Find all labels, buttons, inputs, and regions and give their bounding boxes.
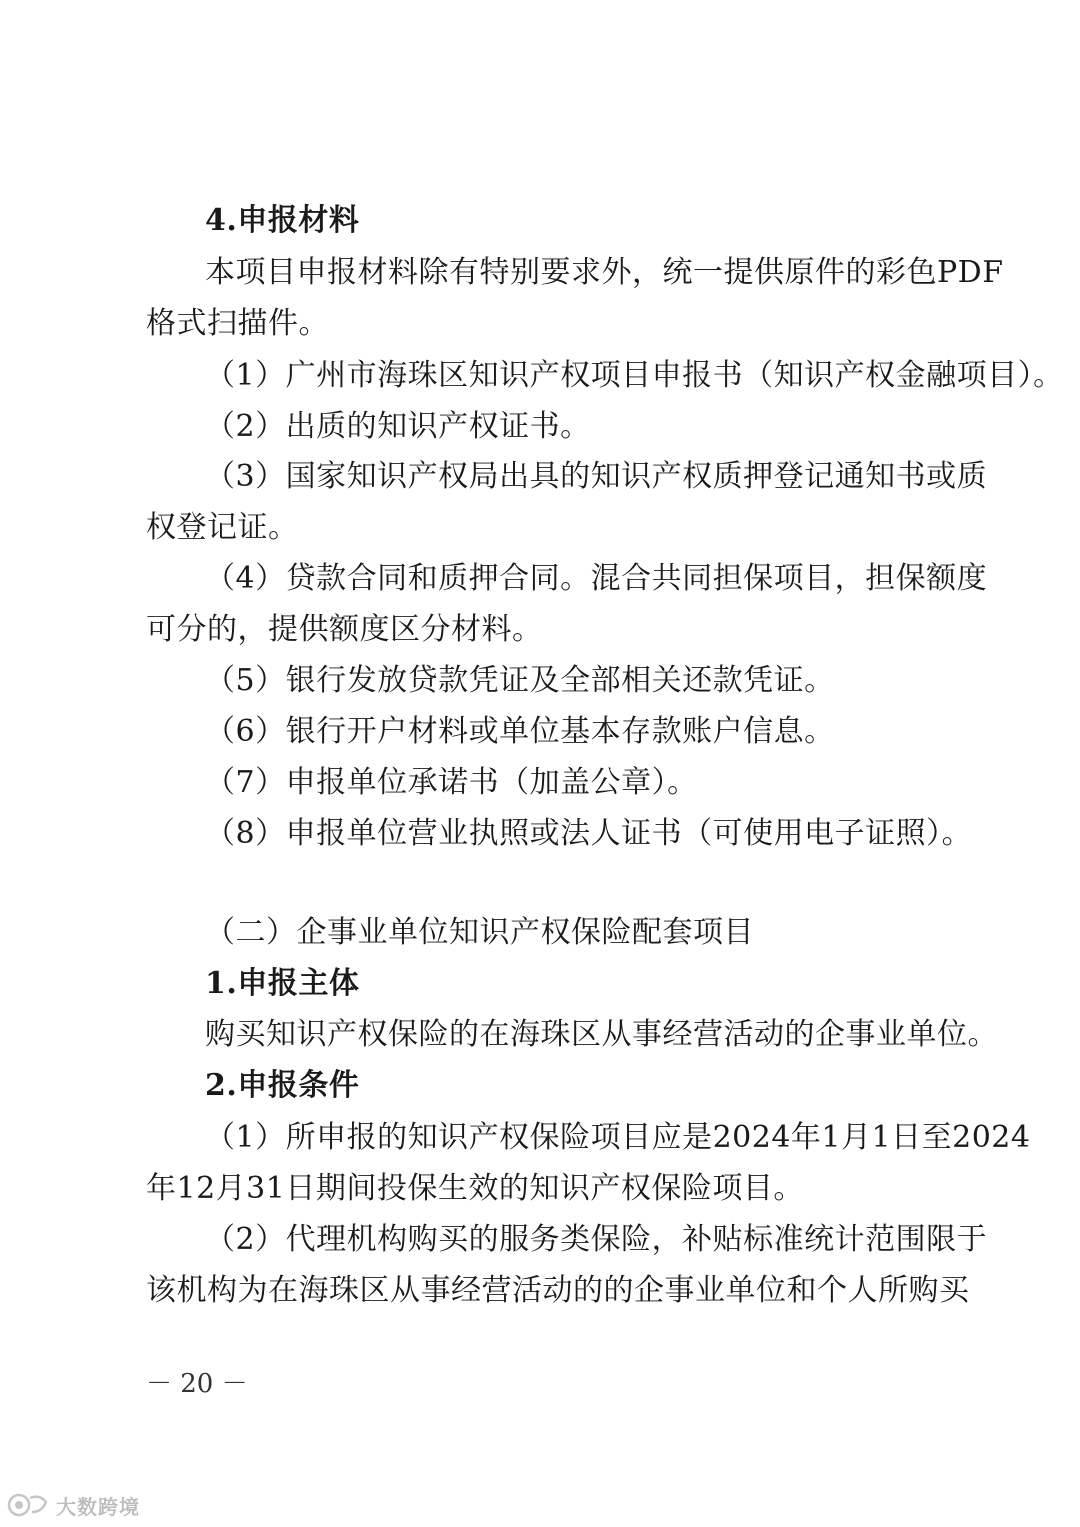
list-item: （8）申报单位营业执照或法人证书（可使用电子证照）。 (205, 816, 973, 851)
list-item: （7）申报单位承诺书（加盖公章）。 (205, 765, 698, 800)
list-item: （4）贷款合同和质押合同。混合共同担保项目，担保额度 (205, 561, 988, 596)
list-item: （1）广州市海珠区知识产权项目申报书（知识产权金融项目）。 (205, 358, 1064, 393)
list-item: （2）出质的知识产权证书。 (205, 409, 591, 444)
section-heading-materials: 4.申报材料 (205, 203, 360, 238)
watermark-text: 大数跨境 (56, 1494, 140, 1519)
paragraph-line: 格式扫描件。 (146, 306, 329, 341)
list-item: （1）所申报的知识产权保险项目应是2024年1月1日至2024 (205, 1120, 1031, 1155)
section-heading-conditions: 2.申报条件 (205, 1068, 360, 1103)
section-heading-insurance: （二）企事业单位知识产权保险配套项目 (205, 915, 754, 950)
list-item-continuation: 年12月31日期间投保生效的知识产权保险项目。 (146, 1171, 804, 1206)
page-number: － 20 － (146, 1369, 248, 1399)
paragraph-line: 购买知识产权保险的在海珠区从事经营活动的企事业单位。 (205, 1017, 998, 1052)
brand-logo-icon (6, 1492, 50, 1518)
list-item-continuation: 可分的，提供额度区分材料。 (146, 612, 543, 647)
paragraph-line: 本项目申报材料除有特别要求外，统一提供原件的彩色PDF (205, 255, 1004, 290)
list-item-continuation: 权登记证。 (146, 510, 299, 545)
list-item: （2）代理机构购买的服务类保险，补贴标准统计范围限于 (205, 1222, 988, 1257)
list-item: （6）银行开户材料或单位基本存款账户信息。 (205, 714, 835, 749)
list-item: （3）国家知识产权局出具的知识产权质押登记通知书或质 (205, 459, 988, 494)
section-heading-subject: 1.申报主体 (205, 966, 360, 1001)
list-item-continuation: 该机构为在海珠区从事经营活动的的企事业单位和个人所购买 (146, 1273, 970, 1308)
watermark (6, 1490, 140, 1520)
list-item: （5）银行发放贷款凭证及全部相关还款凭证。 (205, 663, 835, 698)
